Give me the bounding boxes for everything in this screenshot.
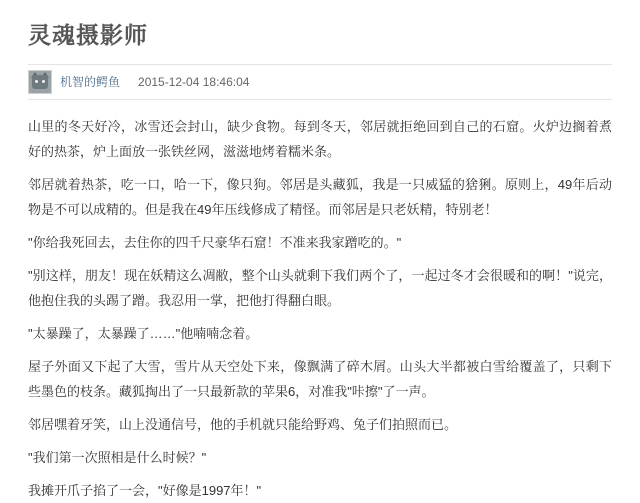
article-timestamp: 2015-12-04 18:46:04 (138, 74, 250, 89)
article-meta-bar (28, 64, 612, 100)
article-paragraph: 山里的冬天好冷，冰雪还会封山，缺少食物。每到冬天，邻居就拒绝回到自己的石窟。火炉边搁着煮好的热茶，炉上面放一张铁丝网，滋滋地烤着糯米条。 (28, 118, 612, 159)
article-body (28, 102, 612, 503)
article-paragraph: "太暴躁了，太暴躁了……"他喃喃念着。 (28, 325, 259, 341)
article-paragraph: "我们第一次照相是什么时候？" (28, 449, 207, 465)
article-paragraph: 邻居嘿着牙笑，山上没通信号，他的手机就只能给野鸡、兔子们拍照而已。 (28, 416, 458, 432)
article-paragraph: 屋子外面又下起了大雪，雪片从天空处下来，像飘满了碎木屑。山头大半都被白雪给覆盖了，只剩下些墨色的枝条。藏狐掏出了一只最新款的苹果6，对准我"咔擦"了一声。 (28, 358, 612, 399)
article-paragraph: 我摊开爪子掐了一会，"好像是1997年！" (28, 482, 262, 498)
article-paragraph: 邻居就着热茶，吃一口，哈一下，像只狗。邻居是头藏狐，我是一只威猛的猞猁。原则上，49年后动物是不可以成精的。但是我在49年压线修成了精怪。而邻居是只老妖精，特别老！ (28, 176, 612, 217)
article-paragraph: "你给我死回去，去住你的四千尺豪华石窟！不准来我家蹭吃的。" (28, 234, 402, 250)
author-link[interactable]: 机智的鳄鱼 (60, 75, 121, 90)
page-title: 灵魂摄影师 (28, 22, 148, 48)
cat-avatar-icon (28, 70, 52, 94)
article-paragraph: "别这样，朋友！现在妖精这么凋敝，整个山头就剩下我们两个了，一起过冬才会很暖和的啊！"说完，他抱住我的头踢了蹭。我忍用一掌，把他打得翻白眼。 (28, 267, 612, 308)
